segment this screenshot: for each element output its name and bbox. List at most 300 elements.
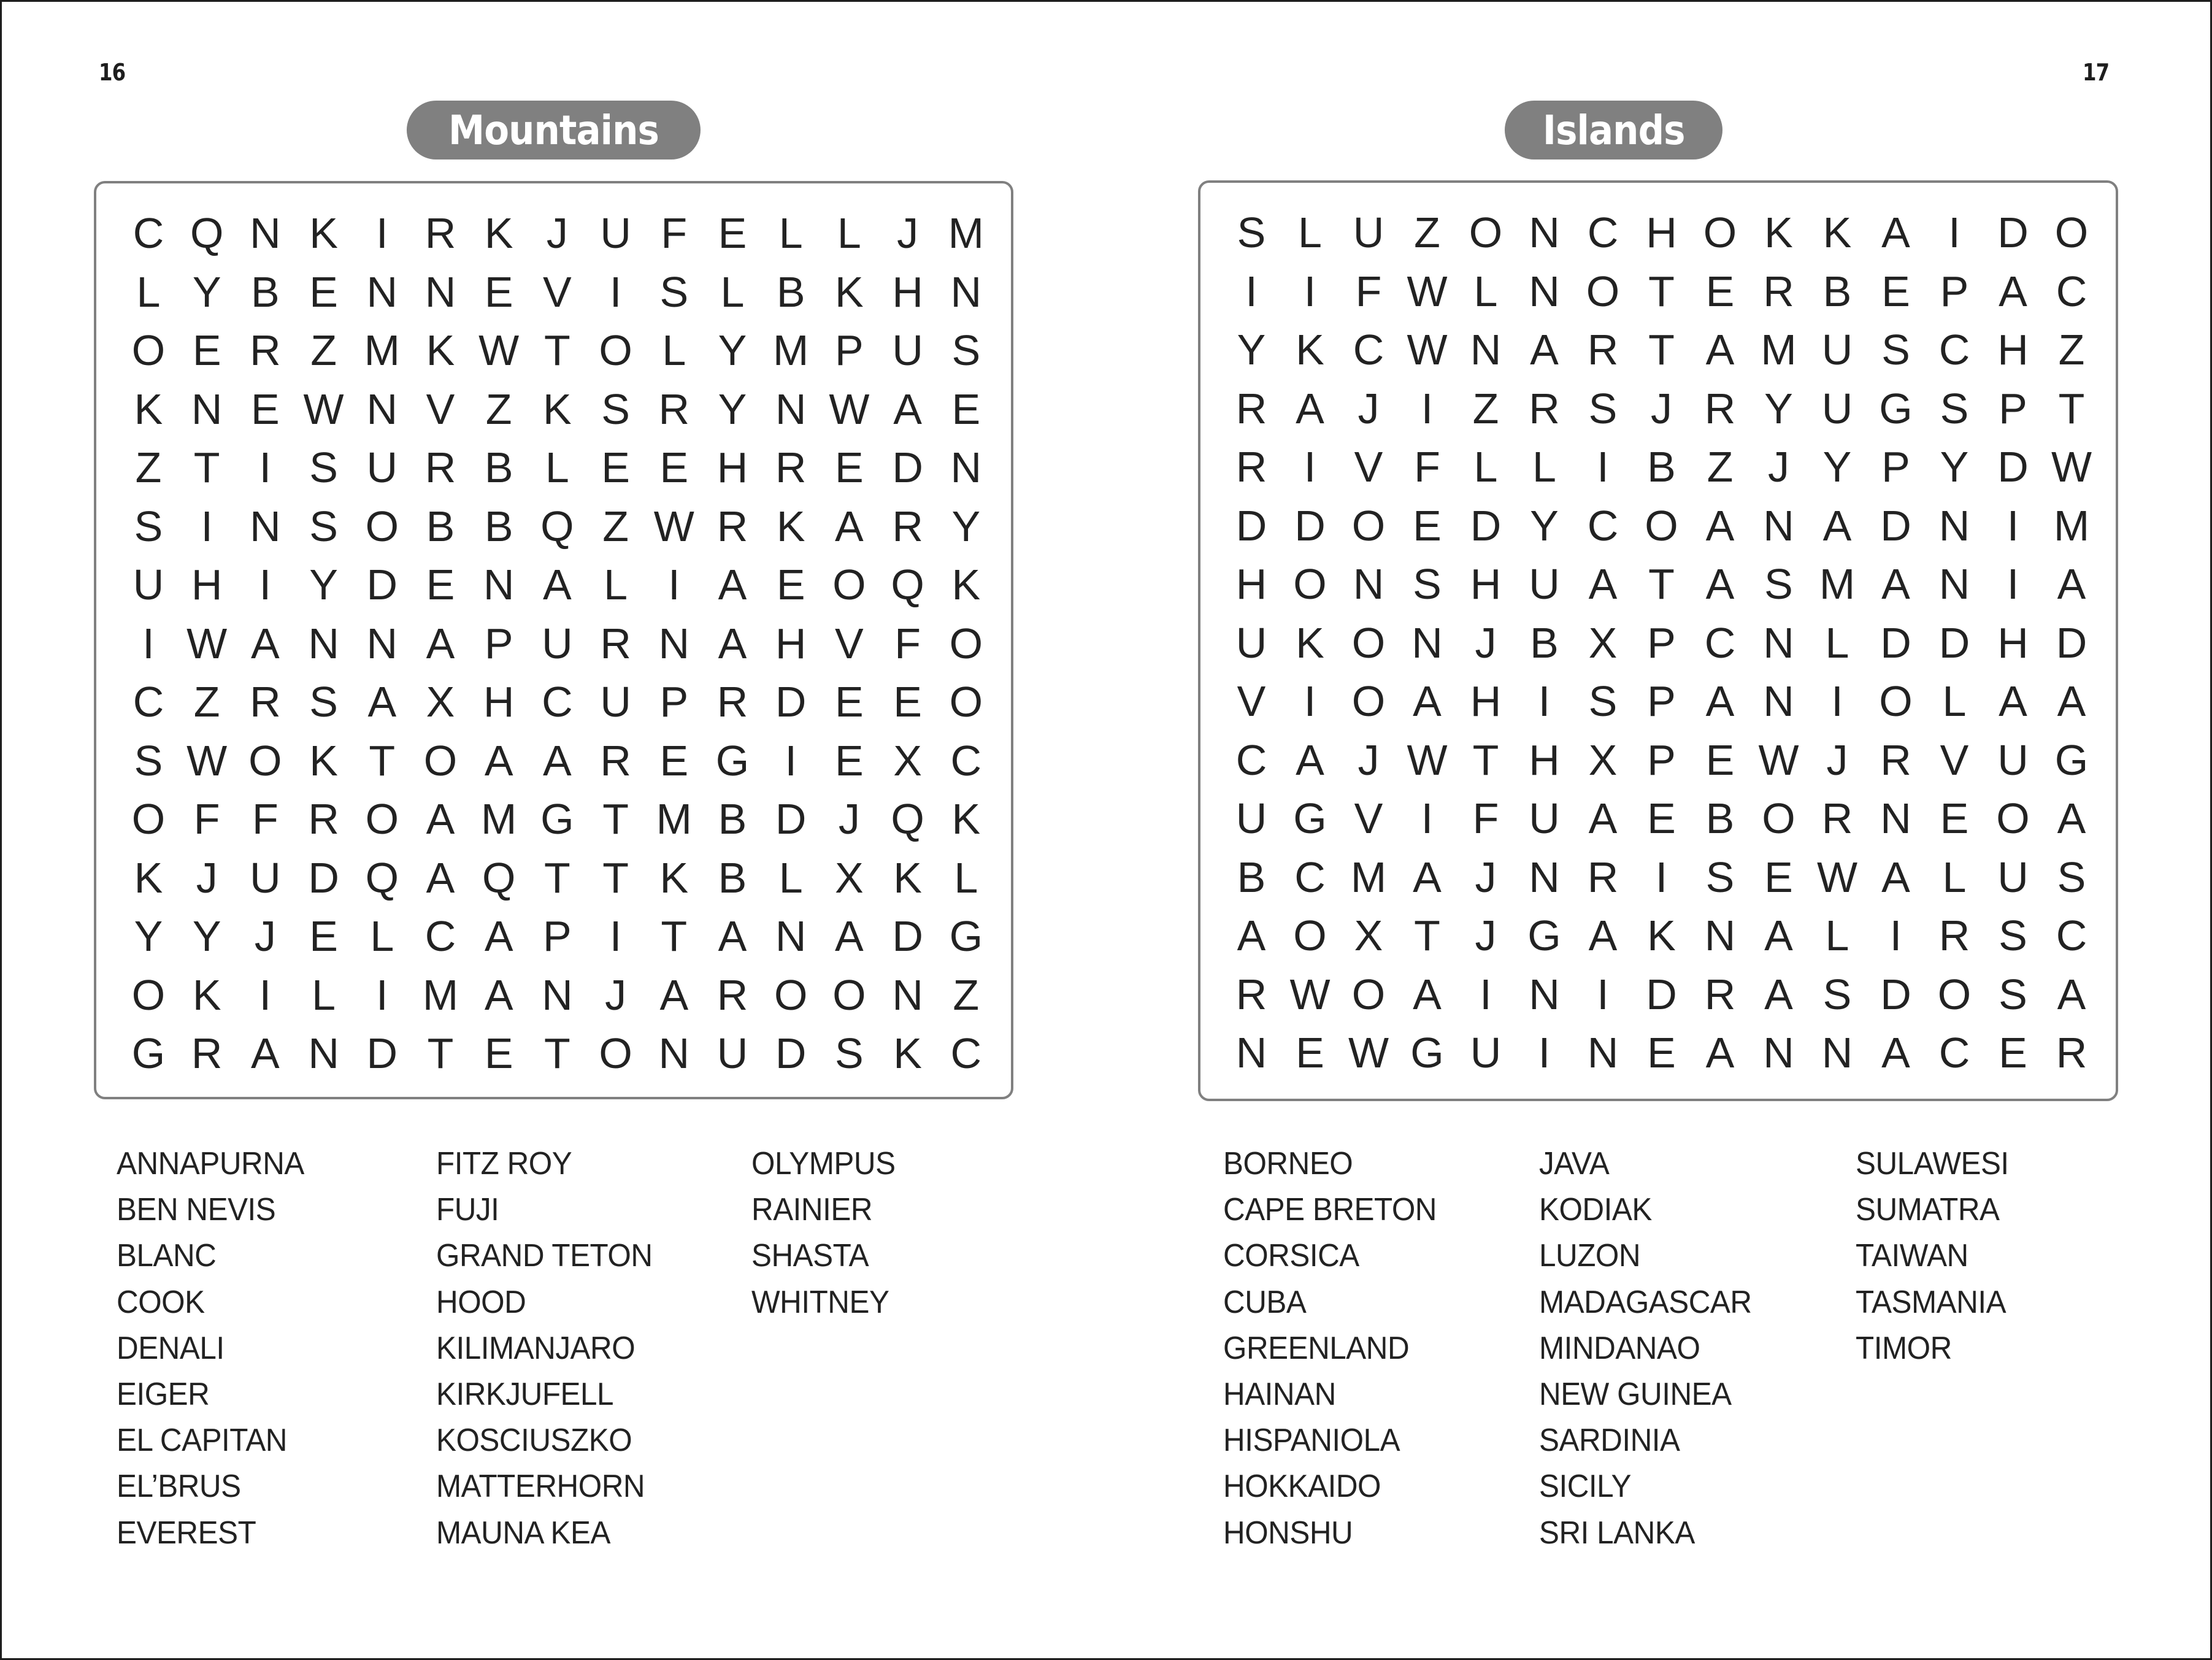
- grid-letter[interactable]: W: [1348, 1029, 1389, 1077]
- grid-letter[interactable]: E: [893, 678, 922, 726]
- grid-letter[interactable]: Q: [540, 502, 574, 550]
- grid-letter[interactable]: J: [254, 912, 276, 960]
- grid-letter[interactable]: U: [1529, 794, 1560, 842]
- grid-letter[interactable]: N: [892, 970, 923, 1019]
- grid-letter[interactable]: X: [835, 853, 864, 902]
- grid-letter[interactable]: S: [1588, 677, 1618, 725]
- grid-letter[interactable]: L: [662, 326, 686, 374]
- grid-letter[interactable]: P: [1647, 618, 1676, 667]
- grid-letter[interactable]: S: [1881, 326, 1910, 374]
- grid-letter[interactable]: A: [426, 619, 455, 667]
- grid-letter[interactable]: D: [1997, 209, 2029, 256]
- grid-letter[interactable]: A: [1588, 794, 1618, 842]
- grid-letter[interactable]: I: [376, 970, 388, 1019]
- grid-letter[interactable]: O: [423, 736, 458, 785]
- grid-letter[interactable]: W: [1289, 970, 1331, 1018]
- grid-letter[interactable]: D: [1294, 501, 1326, 550]
- grid-letter[interactable]: E: [601, 444, 630, 491]
- grid-letter[interactable]: N: [1411, 618, 1443, 667]
- grid-letter[interactable]: K: [835, 267, 864, 316]
- grid-letter[interactable]: A: [1413, 970, 1442, 1018]
- grid-letter[interactable]: J: [1475, 618, 1497, 667]
- grid-letter[interactable]: O: [1762, 794, 1795, 842]
- grid-letter[interactable]: N: [1529, 970, 1560, 1018]
- grid-letter[interactable]: U: [366, 444, 398, 491]
- grid-letter[interactable]: C: [132, 678, 164, 726]
- grid-letter[interactable]: J: [1475, 853, 1497, 901]
- grid-letter[interactable]: C: [1587, 209, 1619, 256]
- grid-letter[interactable]: A: [659, 970, 689, 1019]
- grid-letter[interactable]: H: [1646, 209, 1677, 256]
- grid-letter[interactable]: U: [1821, 326, 1853, 374]
- grid-letter[interactable]: A: [1881, 1029, 1910, 1077]
- grid-letter[interactable]: O: [1703, 209, 1737, 256]
- grid-letter[interactable]: Y: [192, 267, 221, 316]
- grid-letter[interactable]: R: [1235, 443, 1267, 491]
- grid-letter[interactable]: E: [1647, 1029, 1676, 1077]
- grid-letter[interactable]: D: [1235, 501, 1267, 550]
- grid-letter[interactable]: R: [308, 795, 339, 843]
- grid-letter[interactable]: I: [142, 619, 155, 667]
- grid-letter[interactable]: T: [369, 736, 396, 785]
- grid-letter[interactable]: O: [949, 678, 983, 726]
- grid-letter[interactable]: N: [1763, 618, 1794, 667]
- grid-letter[interactable]: N: [1704, 912, 1736, 959]
- grid-letter[interactable]: A: [484, 912, 513, 960]
- grid-letter[interactable]: D: [1880, 501, 1911, 550]
- grid-letter[interactable]: H: [1997, 326, 2029, 374]
- grid-letter[interactable]: P: [1881, 443, 1910, 491]
- grid-letter[interactable]: O: [1996, 794, 2030, 842]
- grid-letter[interactable]: E: [835, 678, 864, 726]
- grid-letter[interactable]: R: [775, 444, 807, 491]
- grid-letter[interactable]: J: [897, 209, 919, 257]
- grid-letter[interactable]: E: [1705, 736, 1735, 784]
- grid-letter[interactable]: N: [775, 385, 807, 433]
- grid-letter[interactable]: F: [1355, 267, 1382, 315]
- grid-letter[interactable]: D: [308, 853, 339, 902]
- grid-letter[interactable]: A: [543, 736, 572, 785]
- grid-letter[interactable]: N: [1938, 560, 1970, 608]
- grid-letter[interactable]: X: [1588, 736, 1618, 784]
- grid-letter[interactable]: E: [835, 736, 864, 785]
- grid-letter[interactable]: A: [718, 561, 747, 609]
- grid-letter[interactable]: R: [1880, 736, 1911, 784]
- grid-letter[interactable]: T: [661, 912, 688, 960]
- grid-letter[interactable]: C: [1938, 1029, 1970, 1077]
- grid-letter[interactable]: S: [1705, 853, 1735, 901]
- grid-letter[interactable]: F: [894, 619, 921, 667]
- grid-letter[interactable]: I: [1831, 677, 1843, 725]
- grid-letter[interactable]: M: [1761, 326, 1797, 374]
- grid-letter[interactable]: W: [1407, 267, 1448, 315]
- grid-letter[interactable]: K: [309, 209, 338, 257]
- grid-letter[interactable]: G: [1410, 1029, 1444, 1077]
- grid-letter[interactable]: J: [1651, 384, 1672, 432]
- grid-letter[interactable]: R: [716, 970, 748, 1019]
- grid-letter[interactable]: R: [716, 502, 748, 550]
- grid-letter[interactable]: C: [1938, 326, 1970, 374]
- grid-letter[interactable]: C: [1704, 618, 1736, 667]
- grid-letter[interactable]: D: [1470, 501, 1502, 550]
- grid-letter[interactable]: F: [1414, 443, 1440, 491]
- grid-letter[interactable]: A: [1999, 677, 2027, 725]
- grid-letter[interactable]: O: [1351, 970, 1386, 1018]
- grid-letter[interactable]: G: [715, 736, 750, 785]
- grid-letter[interactable]: E: [426, 561, 455, 609]
- grid-letter[interactable]: I: [668, 561, 680, 609]
- grid-letter[interactable]: O: [1351, 677, 1386, 725]
- grid-letter[interactable]: L: [136, 267, 161, 316]
- grid-letter[interactable]: A: [2057, 794, 2086, 842]
- grid-letter[interactable]: O: [599, 326, 632, 374]
- grid-letter[interactable]: Z: [602, 502, 629, 550]
- grid-letter[interactable]: L: [720, 267, 745, 316]
- grid-letter[interactable]: L: [778, 853, 803, 902]
- grid-letter[interactable]: R: [1704, 384, 1736, 432]
- grid-letter[interactable]: T: [1648, 267, 1675, 315]
- grid-letter[interactable]: T: [544, 1029, 570, 1077]
- grid-letter[interactable]: J: [1826, 736, 1848, 784]
- grid-letter[interactable]: L: [778, 209, 803, 257]
- grid-letter[interactable]: D: [775, 795, 807, 843]
- grid-letter[interactable]: K: [893, 853, 922, 902]
- grid-letter[interactable]: S: [1237, 209, 1266, 256]
- grid-letter[interactable]: N: [308, 1029, 339, 1077]
- grid-letter[interactable]: B: [484, 502, 513, 550]
- grid-letter[interactable]: O: [1293, 560, 1327, 608]
- grid-letter[interactable]: R: [250, 678, 281, 726]
- grid-letter[interactable]: K: [309, 736, 338, 785]
- grid-letter[interactable]: M: [364, 326, 400, 374]
- grid-letter[interactable]: R: [424, 444, 456, 491]
- grid-letter[interactable]: A: [1705, 677, 1735, 725]
- grid-letter[interactable]: J: [1475, 912, 1497, 959]
- grid-letter[interactable]: D: [366, 1029, 398, 1077]
- grid-letter[interactable]: H: [892, 267, 923, 316]
- grid-letter[interactable]: X: [1354, 912, 1383, 959]
- grid-letter[interactable]: V: [1237, 677, 1266, 725]
- grid-letter[interactable]: K: [1647, 912, 1676, 959]
- grid-letter[interactable]: R: [658, 385, 690, 433]
- grid-letter[interactable]: S: [2057, 853, 2086, 901]
- grid-letter[interactable]: H: [1235, 560, 1267, 608]
- grid-letter[interactable]: E: [1940, 794, 1969, 842]
- grid-letter[interactable]: N: [658, 1029, 690, 1077]
- grid-letter[interactable]: P: [835, 326, 864, 374]
- grid-letter[interactable]: I: [1304, 267, 1316, 315]
- grid-letter[interactable]: N: [1763, 677, 1794, 725]
- grid-letter[interactable]: A: [1296, 384, 1324, 432]
- grid-letter[interactable]: H: [775, 619, 807, 667]
- grid-letter[interactable]: A: [2057, 970, 2086, 1018]
- grid-letter[interactable]: E: [1296, 1029, 1324, 1077]
- grid-letter[interactable]: K: [543, 385, 572, 433]
- grid-letter[interactable]: N: [191, 385, 223, 433]
- grid-letter[interactable]: Q: [190, 209, 224, 257]
- grid-letter[interactable]: W: [186, 736, 228, 785]
- grid-letter[interactable]: A: [1705, 560, 1735, 608]
- grid-letter[interactable]: K: [1764, 209, 1793, 256]
- grid-letter[interactable]: O: [131, 970, 166, 1019]
- grid-letter[interactable]: A: [893, 385, 922, 433]
- grid-letter[interactable]: S: [1999, 912, 2027, 959]
- grid-letter[interactable]: R: [1938, 912, 1970, 959]
- grid-letter[interactable]: O: [365, 795, 399, 843]
- grid-letter[interactable]: A: [835, 912, 864, 960]
- grid-letter[interactable]: A: [1764, 912, 1793, 959]
- grid-letter[interactable]: N: [483, 561, 515, 609]
- grid-letter[interactable]: C: [950, 736, 982, 785]
- grid-letter[interactable]: T: [427, 1029, 454, 1077]
- grid-letter[interactable]: D: [892, 912, 923, 960]
- grid-letter[interactable]: X: [1588, 618, 1618, 667]
- grid-letter[interactable]: B: [251, 267, 280, 316]
- grid-letter[interactable]: E: [484, 1029, 513, 1077]
- grid-letter[interactable]: T: [1648, 560, 1675, 608]
- grid-letter[interactable]: V: [543, 267, 572, 316]
- grid-letter[interactable]: V: [1354, 443, 1383, 491]
- grid-letter[interactable]: Y: [309, 561, 338, 609]
- grid-letter[interactable]: N: [1235, 1029, 1267, 1077]
- grid-letter[interactable]: K: [1296, 326, 1324, 374]
- grid-letter[interactable]: N: [1821, 1029, 1853, 1077]
- grid-letter[interactable]: L: [312, 970, 336, 1019]
- grid-letter[interactable]: H: [483, 678, 515, 726]
- grid-letter[interactable]: I: [259, 561, 272, 609]
- grid-letter[interactable]: W: [1407, 736, 1448, 784]
- grid-letter[interactable]: C: [132, 209, 164, 257]
- grid-letter[interactable]: R: [1587, 853, 1619, 901]
- grid-letter[interactable]: L: [370, 912, 394, 960]
- grid-letter[interactable]: K: [134, 385, 163, 433]
- grid-letter[interactable]: J: [1768, 443, 1789, 491]
- grid-letter[interactable]: O: [1469, 209, 1503, 256]
- grid-letter[interactable]: U: [132, 561, 164, 609]
- grid-letter[interactable]: I: [1597, 970, 1609, 1018]
- grid-letter[interactable]: K: [1822, 209, 1852, 256]
- grid-letter[interactable]: N: [1529, 853, 1560, 901]
- grid-letter[interactable]: H: [716, 444, 748, 491]
- grid-letter[interactable]: M: [2053, 501, 2090, 550]
- grid-letter[interactable]: A: [251, 619, 280, 667]
- grid-letter[interactable]: O: [131, 326, 166, 374]
- grid-letter[interactable]: R: [424, 209, 456, 257]
- grid-letter[interactable]: D: [892, 444, 923, 491]
- grid-letter[interactable]: A: [1413, 853, 1442, 901]
- grid-letter[interactable]: N: [1529, 267, 1560, 315]
- grid-letter[interactable]: O: [832, 561, 866, 609]
- grid-letter[interactable]: A: [426, 795, 455, 843]
- grid-letter[interactable]: P: [1647, 677, 1676, 725]
- grid-letter[interactable]: B: [1822, 267, 1852, 315]
- grid-letter[interactable]: Y: [1764, 384, 1793, 432]
- grid-letter[interactable]: A: [1705, 501, 1735, 550]
- grid-letter[interactable]: I: [2007, 560, 2019, 608]
- grid-letter[interactable]: A: [835, 502, 864, 550]
- grid-letter[interactable]: E: [718, 209, 747, 257]
- grid-letter[interactable]: Y: [951, 502, 981, 550]
- grid-letter[interactable]: A: [718, 619, 747, 667]
- grid-letter[interactable]: U: [600, 678, 631, 726]
- grid-letter[interactable]: A: [1296, 736, 1324, 784]
- grid-letter[interactable]: N: [1470, 326, 1502, 374]
- grid-letter[interactable]: T: [2058, 384, 2085, 432]
- grid-letter[interactable]: A: [367, 678, 397, 726]
- grid-letter[interactable]: O: [365, 502, 399, 550]
- grid-letter[interactable]: Q: [482, 853, 516, 902]
- grid-letter[interactable]: D: [1646, 970, 1677, 1018]
- grid-letter[interactable]: T: [544, 853, 570, 902]
- grid-letter[interactable]: J: [196, 853, 218, 902]
- grid-letter[interactable]: F: [193, 795, 220, 843]
- grid-letter[interactable]: N: [366, 267, 398, 316]
- grid-letter[interactable]: A: [484, 736, 513, 785]
- grid-letter[interactable]: U: [1235, 794, 1267, 842]
- grid-letter[interactable]: L: [1942, 677, 1967, 725]
- grid-letter[interactable]: A: [543, 561, 572, 609]
- grid-letter[interactable]: R: [1821, 794, 1853, 842]
- grid-letter[interactable]: I: [259, 970, 272, 1019]
- grid-letter[interactable]: S: [1940, 384, 1969, 432]
- grid-letter[interactable]: O: [1645, 501, 1678, 550]
- grid-letter[interactable]: I: [1245, 267, 1258, 315]
- grid-letter[interactable]: R: [1235, 384, 1267, 432]
- grid-letter[interactable]: Y: [192, 912, 221, 960]
- grid-letter[interactable]: S: [134, 502, 163, 550]
- grid-letter[interactable]: D: [366, 561, 398, 609]
- grid-letter[interactable]: D: [775, 1029, 807, 1077]
- grid-letter[interactable]: O: [1879, 677, 1913, 725]
- grid-letter[interactable]: A: [1999, 267, 2027, 315]
- grid-letter[interactable]: L: [954, 853, 978, 902]
- grid-letter[interactable]: L: [1473, 267, 1498, 315]
- grid-letter[interactable]: D: [2056, 618, 2087, 667]
- grid-letter[interactable]: R: [600, 619, 631, 667]
- grid-letter[interactable]: E: [659, 444, 689, 491]
- grid-letter[interactable]: L: [1825, 912, 1849, 959]
- grid-letter[interactable]: K: [776, 502, 805, 550]
- grid-letter[interactable]: I: [1597, 443, 1609, 491]
- grid-letter[interactable]: I: [259, 444, 272, 491]
- grid-letter[interactable]: E: [192, 326, 221, 374]
- grid-letter[interactable]: H: [1997, 618, 2029, 667]
- grid-letter[interactable]: G: [1293, 794, 1327, 842]
- grid-letter[interactable]: Z: [1414, 209, 1440, 256]
- grid-letter[interactable]: R: [1704, 970, 1736, 1018]
- grid-letter[interactable]: R: [1763, 267, 1794, 315]
- grid-letter[interactable]: S: [659, 267, 689, 316]
- grid-letter[interactable]: B: [1705, 794, 1735, 842]
- grid-letter[interactable]: I: [785, 736, 797, 785]
- grid-letter[interactable]: N: [1938, 501, 1970, 550]
- grid-letter[interactable]: E: [1999, 1029, 2027, 1077]
- grid-letter[interactable]: O: [1293, 912, 1327, 959]
- grid-letter[interactable]: Z: [953, 970, 980, 1019]
- grid-letter[interactable]: R: [892, 502, 923, 550]
- grid-letter[interactable]: A: [251, 1029, 280, 1077]
- grid-letter[interactable]: T: [1414, 912, 1440, 959]
- grid-letter[interactable]: Z: [485, 385, 512, 433]
- grid-letter[interactable]: Y: [1940, 443, 1969, 491]
- grid-letter[interactable]: N: [542, 970, 573, 1019]
- grid-letter[interactable]: C: [1587, 501, 1619, 550]
- grid-letter[interactable]: J: [1358, 384, 1380, 432]
- grid-letter[interactable]: W: [653, 502, 694, 550]
- grid-letter[interactable]: D: [1997, 443, 2029, 491]
- grid-letter[interactable]: E: [309, 912, 338, 960]
- grid-letter[interactable]: A: [484, 970, 513, 1019]
- grid-letter[interactable]: K: [134, 853, 163, 902]
- grid-letter[interactable]: N: [775, 912, 807, 960]
- grid-letter[interactable]: O: [599, 1029, 632, 1077]
- grid-letter[interactable]: N: [1880, 794, 1911, 842]
- grid-letter[interactable]: R: [250, 326, 281, 374]
- grid-letter[interactable]: B: [718, 795, 747, 843]
- grid-letter[interactable]: G: [949, 912, 983, 960]
- grid-letter[interactable]: I: [1480, 970, 1492, 1018]
- grid-letter[interactable]: D: [1880, 618, 1911, 667]
- grid-letter[interactable]: A: [1705, 1029, 1735, 1077]
- grid-letter[interactable]: S: [1999, 970, 2027, 1018]
- grid-letter[interactable]: T: [544, 326, 570, 374]
- grid-letter[interactable]: U: [542, 619, 573, 667]
- grid-letter[interactable]: I: [1421, 794, 1434, 842]
- grid-letter[interactable]: A: [1413, 677, 1442, 725]
- grid-letter[interactable]: E: [835, 444, 864, 491]
- grid-letter[interactable]: A: [1881, 853, 1910, 901]
- grid-letter[interactable]: W: [186, 619, 228, 667]
- grid-letter[interactable]: W: [829, 385, 870, 433]
- grid-letter[interactable]: Z: [1707, 443, 1734, 491]
- grid-letter[interactable]: S: [1413, 560, 1442, 608]
- grid-letter[interactable]: V: [835, 619, 864, 667]
- grid-letter[interactable]: I: [1889, 912, 1902, 959]
- grid-letter[interactable]: U: [1529, 560, 1560, 608]
- grid-letter[interactable]: H: [1470, 560, 1502, 608]
- grid-letter[interactable]: M: [773, 326, 809, 374]
- grid-letter[interactable]: A: [1705, 326, 1735, 374]
- grid-letter[interactable]: B: [1237, 853, 1266, 901]
- grid-letter[interactable]: A: [2057, 677, 2086, 725]
- grid-letter[interactable]: S: [309, 502, 338, 550]
- grid-letter[interactable]: A: [1822, 501, 1852, 550]
- grid-letter[interactable]: W: [1816, 853, 1858, 901]
- grid-letter[interactable]: I: [1304, 677, 1316, 725]
- grid-letter[interactable]: Q: [891, 795, 924, 843]
- grid-letter[interactable]: O: [774, 970, 808, 1019]
- grid-letter[interactable]: O: [1937, 970, 1972, 1018]
- grid-letter[interactable]: J: [546, 209, 568, 257]
- grid-letter[interactable]: O: [2054, 209, 2089, 256]
- grid-letter[interactable]: A: [1881, 560, 1910, 608]
- grid-letter[interactable]: K: [426, 326, 455, 374]
- grid-letter[interactable]: R: [716, 678, 748, 726]
- grid-letter[interactable]: W: [1407, 326, 1448, 374]
- grid-letter[interactable]: S: [1822, 970, 1852, 1018]
- grid-letter[interactable]: K: [192, 970, 221, 1019]
- grid-letter[interactable]: V: [1354, 794, 1383, 842]
- grid-letter[interactable]: Z: [310, 326, 337, 374]
- grid-letter[interactable]: P: [484, 619, 513, 667]
- grid-letter[interactable]: C: [2056, 267, 2087, 315]
- grid-letter[interactable]: A: [1530, 326, 1559, 374]
- grid-letter[interactable]: Y: [1237, 326, 1266, 374]
- grid-letter[interactable]: I: [201, 502, 213, 550]
- grid-letter[interactable]: B: [426, 502, 455, 550]
- grid-letter[interactable]: L: [604, 561, 628, 609]
- grid-letter[interactable]: U: [1353, 209, 1384, 256]
